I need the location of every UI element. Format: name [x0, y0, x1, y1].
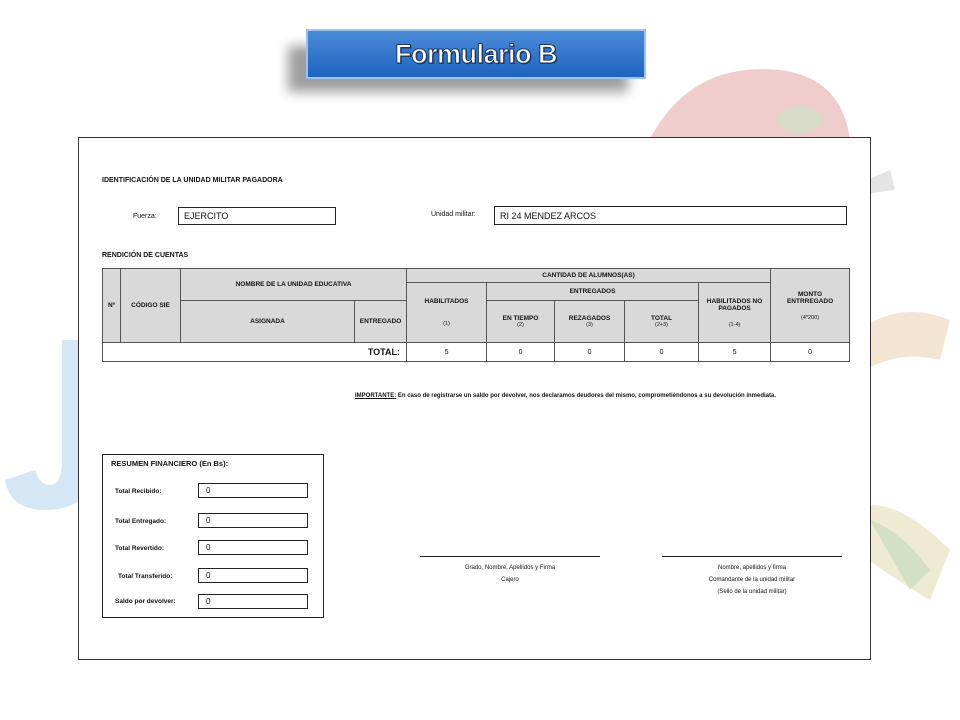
accounts-table [102, 268, 850, 362]
header-en-tiempo [487, 301, 555, 343]
comandante-signature-line1: Nombre, apellidos y firma [717, 565, 787, 571]
page-title: Formulario B [394, 38, 557, 69]
comandante-signature-line2: Comandante de la unidad militar [708, 577, 796, 583]
fuerza-field[interactable]: EJERCITO [178, 207, 336, 225]
total-row-label: TOTAL: [103, 343, 407, 362]
header-no-pagados-label: HABILITADOS NO PAGADOS [706, 297, 763, 312]
header-entregado: ENTREGADO [355, 301, 407, 343]
header-rezagados-label: REZAGADOS [568, 315, 611, 322]
title-banner [306, 29, 646, 79]
total-revertido-label: Total Revertido: [115, 545, 164, 552]
header-habilitados-label: HABILITADOS [424, 298, 469, 305]
header-no-pagados-formula: (1-4) [728, 321, 741, 328]
header-monto-formula: (4*200) [801, 314, 820, 321]
header-en-tiempo-label: EN TIEMPO [502, 315, 539, 322]
comandante-signature-line3: (Sello de la unidad militar) [717, 589, 787, 595]
total-transferido-field[interactable]: 0 [198, 568, 308, 583]
fuerza-label: Fuerza: [133, 213, 157, 220]
importante-note [355, 392, 785, 401]
header-monto-label: MONTO ENTRREGADO [786, 290, 834, 305]
comandante-signature-caption [662, 565, 842, 595]
comandante-signature-line [662, 556, 842, 557]
identification-section-title: IDENTIFICACIÓN DE LA UNIDAD MILITAR PAGADORA [102, 177, 283, 184]
total-entregado-field[interactable]: 0 [198, 513, 308, 528]
header-monto [771, 269, 850, 343]
header-cantidad-alumnos: CANTIDAD DE ALUMNOS(AS) [407, 269, 771, 283]
form-sheet [78, 137, 871, 660]
financial-summary-title: RESUMEN FINANCIERO (En Bs): [111, 459, 229, 468]
header-total-formula: (2+3) [655, 322, 669, 328]
header-habilitados-no-pagados [699, 283, 771, 343]
total-revertido-field[interactable]: 0 [198, 540, 308, 555]
cajero-signature-line [420, 556, 600, 557]
saldo-devolver-label: Saldo por devolver: [115, 598, 176, 605]
header-rezagados [555, 301, 625, 343]
header-total-label: TOTAL [650, 315, 673, 322]
total-entregado-label: Total Entregado: [115, 518, 167, 525]
header-nro: Nº [103, 269, 121, 343]
saldo-devolver-field[interactable]: 0 [198, 594, 308, 609]
header-en-tiempo-formula: (2) [517, 322, 524, 328]
header-asignada: ASIGNADA [181, 301, 355, 343]
importante-text: En caso de registrarse un saldo por devolver, nos declaramos deudores del mismo, comprometiéndonos a su devolución inmediata. [396, 393, 776, 399]
header-habilitados-formula: (1) [443, 321, 450, 327]
unidad-militar-field[interactable]: RI 24 MENDEZ ARCOS [494, 206, 847, 225]
total-recibido-label: Total Recibido: [115, 488, 162, 495]
total-rezagados: 0 [555, 343, 625, 362]
total-habilitados: 5 [407, 343, 487, 362]
header-total [625, 301, 699, 343]
header-rezagados-formula: (3) [586, 322, 593, 328]
financial-summary-box [102, 454, 324, 618]
header-habilitados [407, 283, 487, 343]
total-transferido-label: Total Transferido: [118, 573, 173, 580]
header-nombre-unidad: NOMBRE DE LA UNIDAD EDUCATIVA [181, 269, 407, 301]
total-row [103, 343, 850, 362]
total-monto: 0 [771, 343, 850, 362]
total-en-tiempo: 0 [487, 343, 555, 362]
rendicion-section-title: RENDICIÓN DE CUENTAS [102, 252, 189, 259]
unidad-militar-label: Unidad militar: [431, 211, 476, 218]
importante-label: IMPORTANTE: [355, 393, 397, 399]
cajero-signature-line1: Grado, Nombre, Apellidos y Firma [464, 565, 556, 571]
header-entregados: ENTREGADOS [487, 283, 699, 301]
cajero-signature-line2: Cajero [501, 577, 519, 583]
total-no-pagados: 5 [699, 343, 771, 362]
total-total: 0 [625, 343, 699, 362]
total-recibido-field[interactable]: 0 [198, 483, 308, 498]
header-codigo-sie: CÓDIGO SIE [121, 269, 181, 343]
cajero-signature-caption [420, 565, 600, 583]
